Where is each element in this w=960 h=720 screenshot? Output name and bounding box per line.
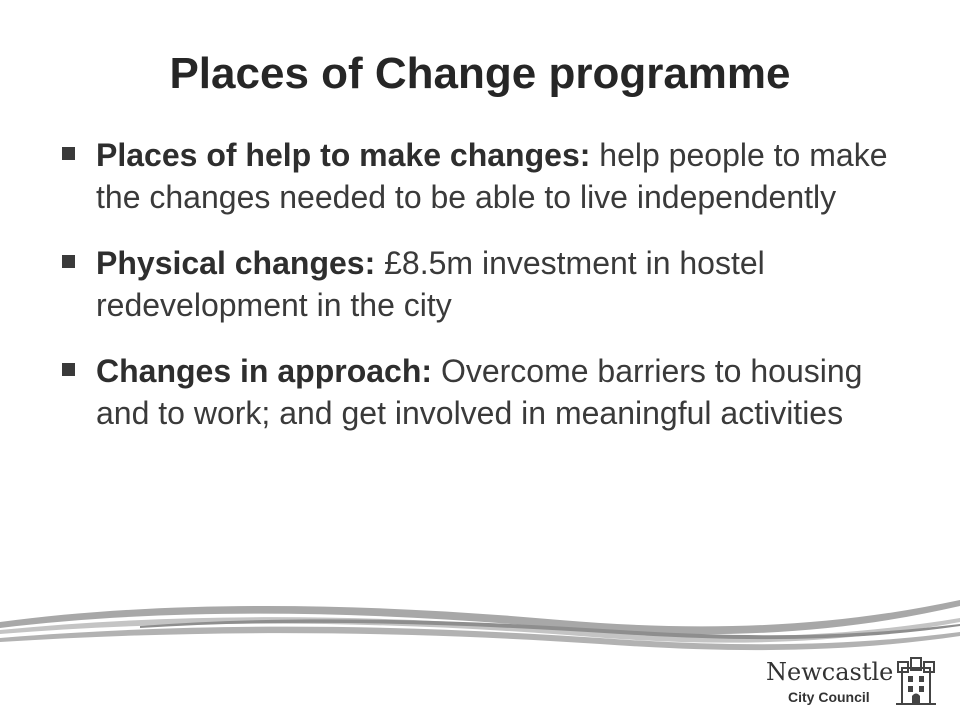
bullet-item: [60, 350, 910, 434]
square-bullet-icon: [62, 363, 75, 376]
bullet-item: [60, 134, 910, 218]
square-bullet-icon: [62, 147, 75, 160]
slide-title: Places of Change programme: [169, 49, 791, 98]
square-bullet-icon: [62, 255, 75, 268]
bullet-list: [60, 134, 910, 458]
castle-crest-icon: [894, 656, 938, 708]
bullet-text: £8.5m investment in hostel redevelopment in the city: [96, 245, 765, 323]
logo-name: Newcastle: [766, 658, 894, 686]
bullet-item: [60, 242, 910, 326]
bullet-heading: Places of help to make changes:: [96, 137, 591, 173]
bullet-heading: Changes in approach:: [96, 353, 433, 389]
newcastle-city-council-logo: [754, 656, 940, 712]
bullet-text: Overcome barriers to housing and to work; and get involved in meaningful activities: [96, 353, 863, 431]
logo-subtitle: City Council: [788, 689, 870, 705]
bullet-heading: Physical changes:: [96, 245, 376, 281]
bullet-text: help people to make the changes needed to be able to live independently: [96, 137, 888, 215]
